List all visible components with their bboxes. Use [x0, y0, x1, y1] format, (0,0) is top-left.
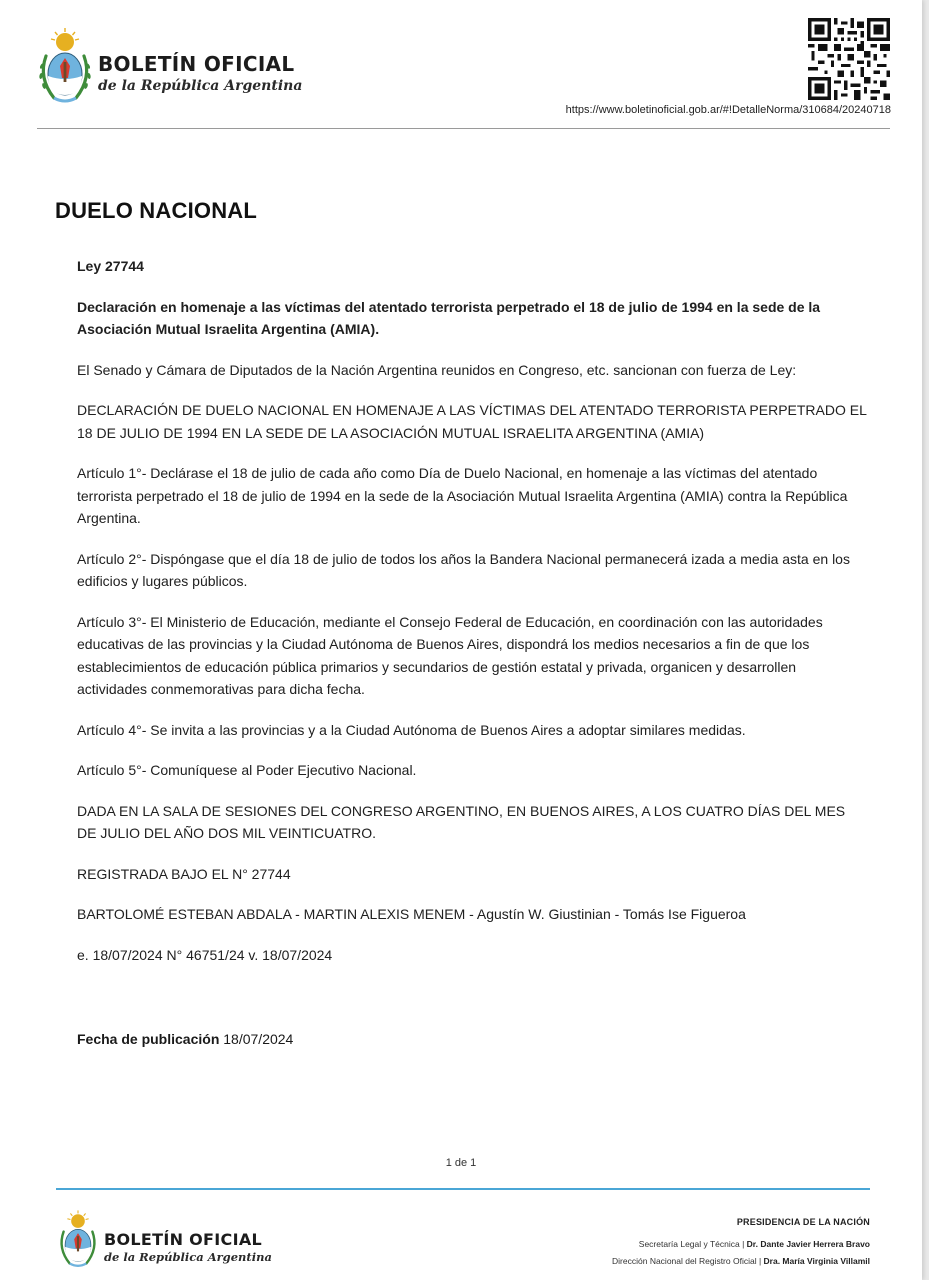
law-summary: Declaración en homenaje a las víctimas del atentado terrorista perpetrado el 18 de julio de 1994 en la sede de la Asociación Mutual Israelita Argentina (AMIA).: [77, 298, 821, 337]
footer-brand: [104, 1230, 272, 1265]
given-clause: DADA EN LA SALA DE SESIONES DEL CONGRESO ARGENTINO, EN BUENOS AIRES, A LOS CUATRO DÍAS DEL MES DE JULIO DEL AÑO DOS MIL VEINTICUATRO.: [77, 802, 846, 841]
article-1: Artículo 1°- Declárase el 18 de julio de cada año como Día de Duelo Nacional, en homenaje a las víctimas del atentado terrorista perpetrado el 18 de julio de 1994 en la sede de la Asociación Mutual Israelita Argentina (AMIA) contra la República Argentina.: [77, 465, 848, 526]
publication-date: [77, 1028, 293, 1050]
qr-code-icon[interactable]: [808, 18, 890, 100]
document-title: DUELO NACIONAL: [55, 198, 258, 223]
norm-url[interactable]: https://www.boletinoficial.gob.ar/#!DetalleNorma/310684/20240718: [565, 104, 891, 116]
signatories: BARTOLOMÉ ESTEBAN ABDALA - MARTIN ALEXIS MENEM - Agustín W. Giustinian - Tomás Ise Figueroa: [77, 906, 746, 922]
declaration: DECLARACIÓN DE DUELO NACIONAL EN HOMENAJE A LAS VÍCTIMAS DEL ATENTADO TERRORISTA PERPETRADO EL 18 DE JULIO DE 1994 EN LA SEDE DE LA ASOCIACIÓN MUTUAL ISRAELITA ARGENTINA (AMIA): [77, 402, 867, 441]
article-4: Artículo 4°- Se invita a las provincias y a la Ciudad Autónoma de Buenos Aires a adoptar similares medidas.: [77, 721, 746, 738]
footer-line-legal-label: Secretaría Legal y Técnica |: [638, 1239, 747, 1249]
brand-subtitle: de la República Argentina: [98, 78, 303, 94]
footer-line-registry-label: Dirección Nacional del Registro Oficial |: [612, 1256, 764, 1266]
footer-line-registry-name: Dra. María Virginia Villamil: [763, 1256, 870, 1266]
footer-line-legal: [612, 1236, 870, 1253]
preamble: El Senado y Cámara de Diputados de la Nación Argentina reunidos en Congreso, etc. sancionan con fuerza de Ley:: [77, 361, 797, 378]
law-number: Ley 27744: [77, 258, 144, 274]
footer-authorities: [612, 1214, 870, 1270]
document-body: [77, 255, 867, 984]
footer-divider: [56, 1188, 870, 1190]
publication-date-label: Fecha de publicación: [77, 1031, 220, 1047]
publication-date-value: 18/07/2024: [223, 1031, 294, 1047]
coat-of-arms-icon: [36, 26, 94, 108]
footer-brand-title: BOLETÍN OFICIAL: [104, 1230, 263, 1249]
article-5: Artículo 5°- Comuníquese al Poder Ejecutivo Nacional.: [77, 762, 417, 778]
coat-of-arms-icon: [56, 1208, 100, 1272]
article-2: Artículo 2°- Dispóngase que el día 18 de julio de todos los años la Bandera Nacional permanecerá izada a media asta en los edificios y lugares públicos.: [77, 550, 850, 589]
page-number: 1 de 1: [445, 1157, 477, 1169]
footer-line-legal-name: Dr. Dante Javier Herrera Bravo: [746, 1239, 870, 1249]
header-brand: [98, 52, 302, 95]
presidency-label: PRESIDENCIA DE LA NACIÓN: [736, 1217, 870, 1227]
article-3: Artículo 3°- El Ministerio de Educación, mediante el Consejo Federal de Educación, en coordinación con las autoridades educativas de las provincias y la Ciudad Autónoma de Buenos Aires, dispondrá los medios necesarios a fin de que los establecimientos de educación pública primarios y secundarios de gestión estatal y privada, organicen y desarrollen actividades conmemorativas para dicha fecha.: [77, 613, 823, 697]
registration: REGISTRADA BAJO EL N° 27744: [77, 865, 291, 882]
footer-line-registry: [612, 1253, 870, 1270]
footer-brand-subtitle: de la República Argentina: [104, 1250, 272, 1264]
brand-title: BOLETÍN OFICIAL: [98, 52, 295, 76]
header-divider: [37, 128, 890, 129]
edict-reference: e. 18/07/2024 N° 46751/24 v. 18/07/2024: [77, 946, 333, 963]
